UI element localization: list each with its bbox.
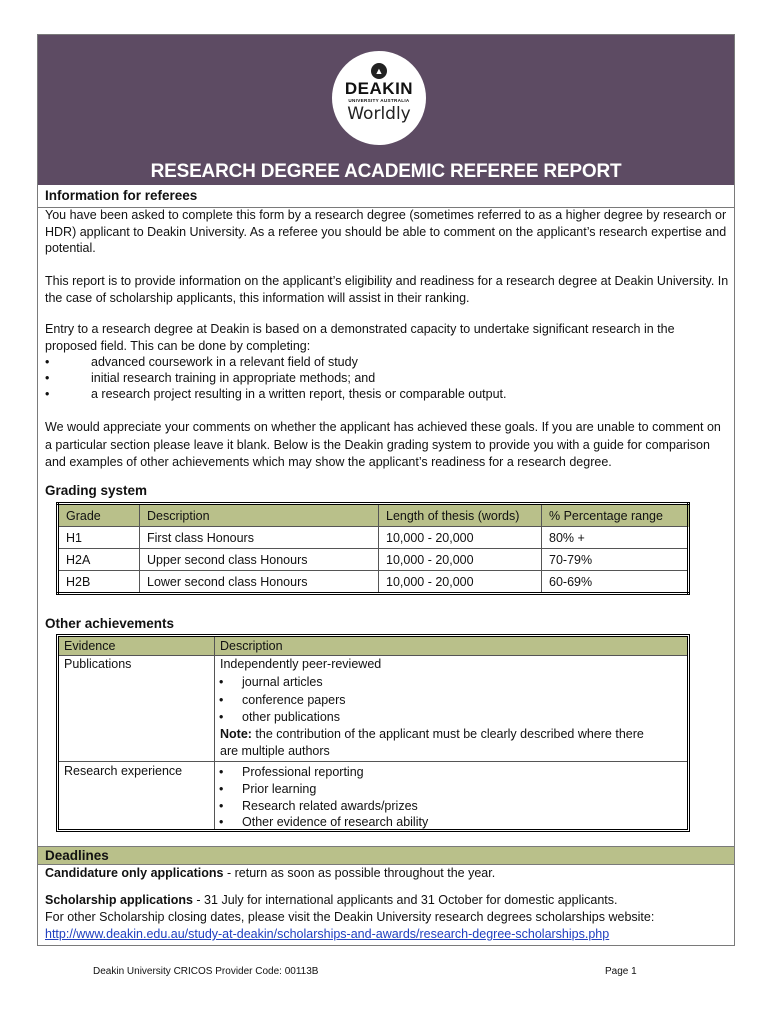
- column-header: Evidence: [64, 639, 116, 653]
- deakin-logo: [332, 51, 426, 145]
- column-divider: [214, 637, 215, 829]
- list-item: • journal articles: [219, 675, 323, 689]
- info-paragraph-4: We would appreciate your comments on whether the applicant has achieved these goals. If you are unable to comment on a particular section please leave it blank. Below is the Deakin grading system to provide you with a guide for comparison and examples of other achievements which may show the applicant’s readiness for a research degree.: [45, 420, 721, 469]
- table-row: [58, 549, 689, 571]
- list-item: • other publications: [219, 710, 340, 724]
- bullet-icon: •: [219, 693, 224, 707]
- table-cell: H2B: [58, 571, 140, 594]
- list-item: • Professional reporting: [219, 765, 364, 779]
- table-cell: 10,000 - 20,000: [379, 549, 542, 571]
- candidature-deadline: Candidature only applications - return as soon as possible throughout the year.: [45, 866, 496, 880]
- publications-note: Note: the contribution of the applicant must be clearly described where there: [220, 727, 644, 741]
- grading-heading: Grading system: [45, 483, 148, 498]
- list-item: • conference papers: [219, 693, 346, 707]
- footer-provider-code: Deakin University CRICOS Provider Code: 00113B: [93, 966, 319, 977]
- table-cell: Upper second class Honours: [140, 549, 379, 571]
- column-header: Description: [140, 504, 379, 527]
- publications-note-cont: are multiple authors: [220, 744, 330, 758]
- footer-page-number: Page 1: [605, 966, 637, 977]
- column-header: Grade: [58, 504, 140, 527]
- info-paragraph-1: You have been asked to complete this form by a research degree (sometimes referred to as a higher degree by research or HDR) applicant to Deakin University. As a referee you should be able to comment on the applicant’s research expertise and potential.: [45, 208, 727, 255]
- row-divider: [59, 761, 687, 762]
- table-cell: 60-69%: [542, 571, 689, 594]
- table-row: [58, 527, 689, 549]
- other-scholarship-dates: For other Scholarship closing dates, please visit the Deakin University research degrees scholarships website:: [45, 910, 655, 924]
- bullet-icon: •: [219, 782, 224, 796]
- scholarships-link-line: [45, 926, 730, 943]
- table-cell: 10,000 - 20,000: [379, 527, 542, 549]
- list-item: • Prior learning: [219, 782, 317, 796]
- list-item: • Other evidence of research ability: [219, 815, 429, 829]
- table-cell: H1: [58, 527, 140, 549]
- achievements-heading: Other achievements: [45, 616, 175, 631]
- bullet-icon: •: [45, 371, 50, 385]
- bullet-icon: •: [45, 355, 50, 369]
- bullet-icon: •: [219, 799, 224, 813]
- logo-tagline: Worldly: [347, 104, 411, 124]
- deadlines-heading-bar: [38, 846, 734, 865]
- column-header: Length of thesis (words): [379, 504, 542, 527]
- table-cell: 10,000 - 20,000: [379, 571, 542, 594]
- evidence-publications: Publications: [64, 657, 132, 671]
- table-cell: 80% +: [542, 527, 689, 549]
- table-cell: First class Honours: [140, 527, 379, 549]
- bullet-icon: •: [219, 765, 224, 779]
- column-header: % Percentage range: [542, 504, 689, 527]
- table-row: [58, 571, 689, 594]
- grading-table: [56, 502, 690, 595]
- bullet-icon: •: [45, 387, 50, 401]
- table-cell: H2A: [58, 549, 140, 571]
- document-title-bar: [38, 159, 734, 185]
- evidence-research-experience: Research experience: [64, 764, 183, 778]
- table-header-row: [58, 504, 689, 527]
- bullet-icon: •: [219, 710, 224, 724]
- achievements-table: [56, 634, 690, 832]
- bullet-icon: •: [219, 675, 224, 689]
- deakin-crest-icon: ▲: [371, 63, 387, 79]
- column-header: Description: [220, 639, 283, 653]
- form-frame: ▲ DEAKIN UNIVERSITY AUSTRALIA Worldly RESEARCH DEGREE ACADEMIC REFEREE REPORT Information for referees You have been asked to complete this form by a research degree (sometimes referred to as a higher degree by research or HDR) applicant to Deakin University. As a referee you should be able to comment on the applicant’s research expertise and potential. This report is to provide information on the applicant’s eligibility and readiness for a research degree at Deakin University. In the case of scholarship applicants, this information will assist in their ranking. Entry to a research degree at Deakin is based on a demonstrated capacity to undertake significant research in the proposed field. This can be done by completing: • advanced coursework in a relevant field of study • initial research training in appropriate methods; and • a research project resulting in a written report, thesis or comparable output. We would appreciate your comments on whether the applicant has achieved these goals. If you are unable to comment on a particular section please leave it blank. Below is the Deakin grading system to provide you with a guide for comparison and examples of other achievements which may show the applicant’s readiness for a research degree. Grading system Grade Description Length of thesis (words) % Percentage range H1 First class Honours 10,000 - 20,000 80% + H2A Upper second class Honours 10,000 - 20,000 70-79% H2B Lower second class Honours 10,000 - 20,000 60-69% Other achievements Evidence Description Publications Independently peer-reviewed • journal articles • conference papers • other publications Note: the contribution of the applicant must be clearly described where there are multiple authors Research experience • Professional reporting • Prior learning • Research related awards/prizes • Other evidence of research ability Deadlines Candidature only applications - return as soon as possible throughout the year. Scholarship applications - 31 July for international applicants and 31 October for domestic applicants. For other Scholarship closing dates, please visit the Deakin University research degrees scholarships website: http://www.deakin.edu.au/study-at-deakin/scholarships-and-awards/research-degree-scholarships.php: [37, 34, 735, 946]
- info-paragraph-2: This report is to provide information on the applicant’s eligibility and readiness for a research degree at Deakin University. In the case of scholarship applicants, this information will assist in their ranking.: [45, 274, 729, 305]
- table-cell: Lower second class Honours: [140, 571, 379, 594]
- deadlines-heading: Deadlines: [45, 848, 109, 863]
- scholarships-link[interactable]: http://www.deakin.edu.au/study-at-deakin/scholarships-and-awards/research-degree-scholarships.php: [45, 927, 610, 941]
- logo-name: DEAKIN: [344, 79, 414, 98]
- info-heading: Information for referees: [45, 188, 198, 203]
- logo-subtitle: UNIVERSITY AUSTRALIA: [348, 98, 410, 103]
- list-item: • Research related awards/prizes: [219, 799, 418, 813]
- document-title: RESEARCH DEGREE ACADEMIC REFEREE REPORT: [150, 161, 622, 182]
- table-header-row: [59, 637, 687, 656]
- table-cell: 70-79%: [542, 549, 689, 571]
- scholarship-deadline: Scholarship applications - 31 July for international applicants and 31 October for domestic applicants.: [45, 893, 618, 907]
- publications-intro: Independently peer-reviewed: [220, 657, 382, 671]
- header-banner: [38, 35, 734, 185]
- info-paragraph-3: Entry to a research degree at Deakin is based on a demonstrated capacity to undertake significant research in the proposed field. This can be done by completing:: [45, 322, 675, 353]
- bullet-icon: •: [219, 815, 224, 829]
